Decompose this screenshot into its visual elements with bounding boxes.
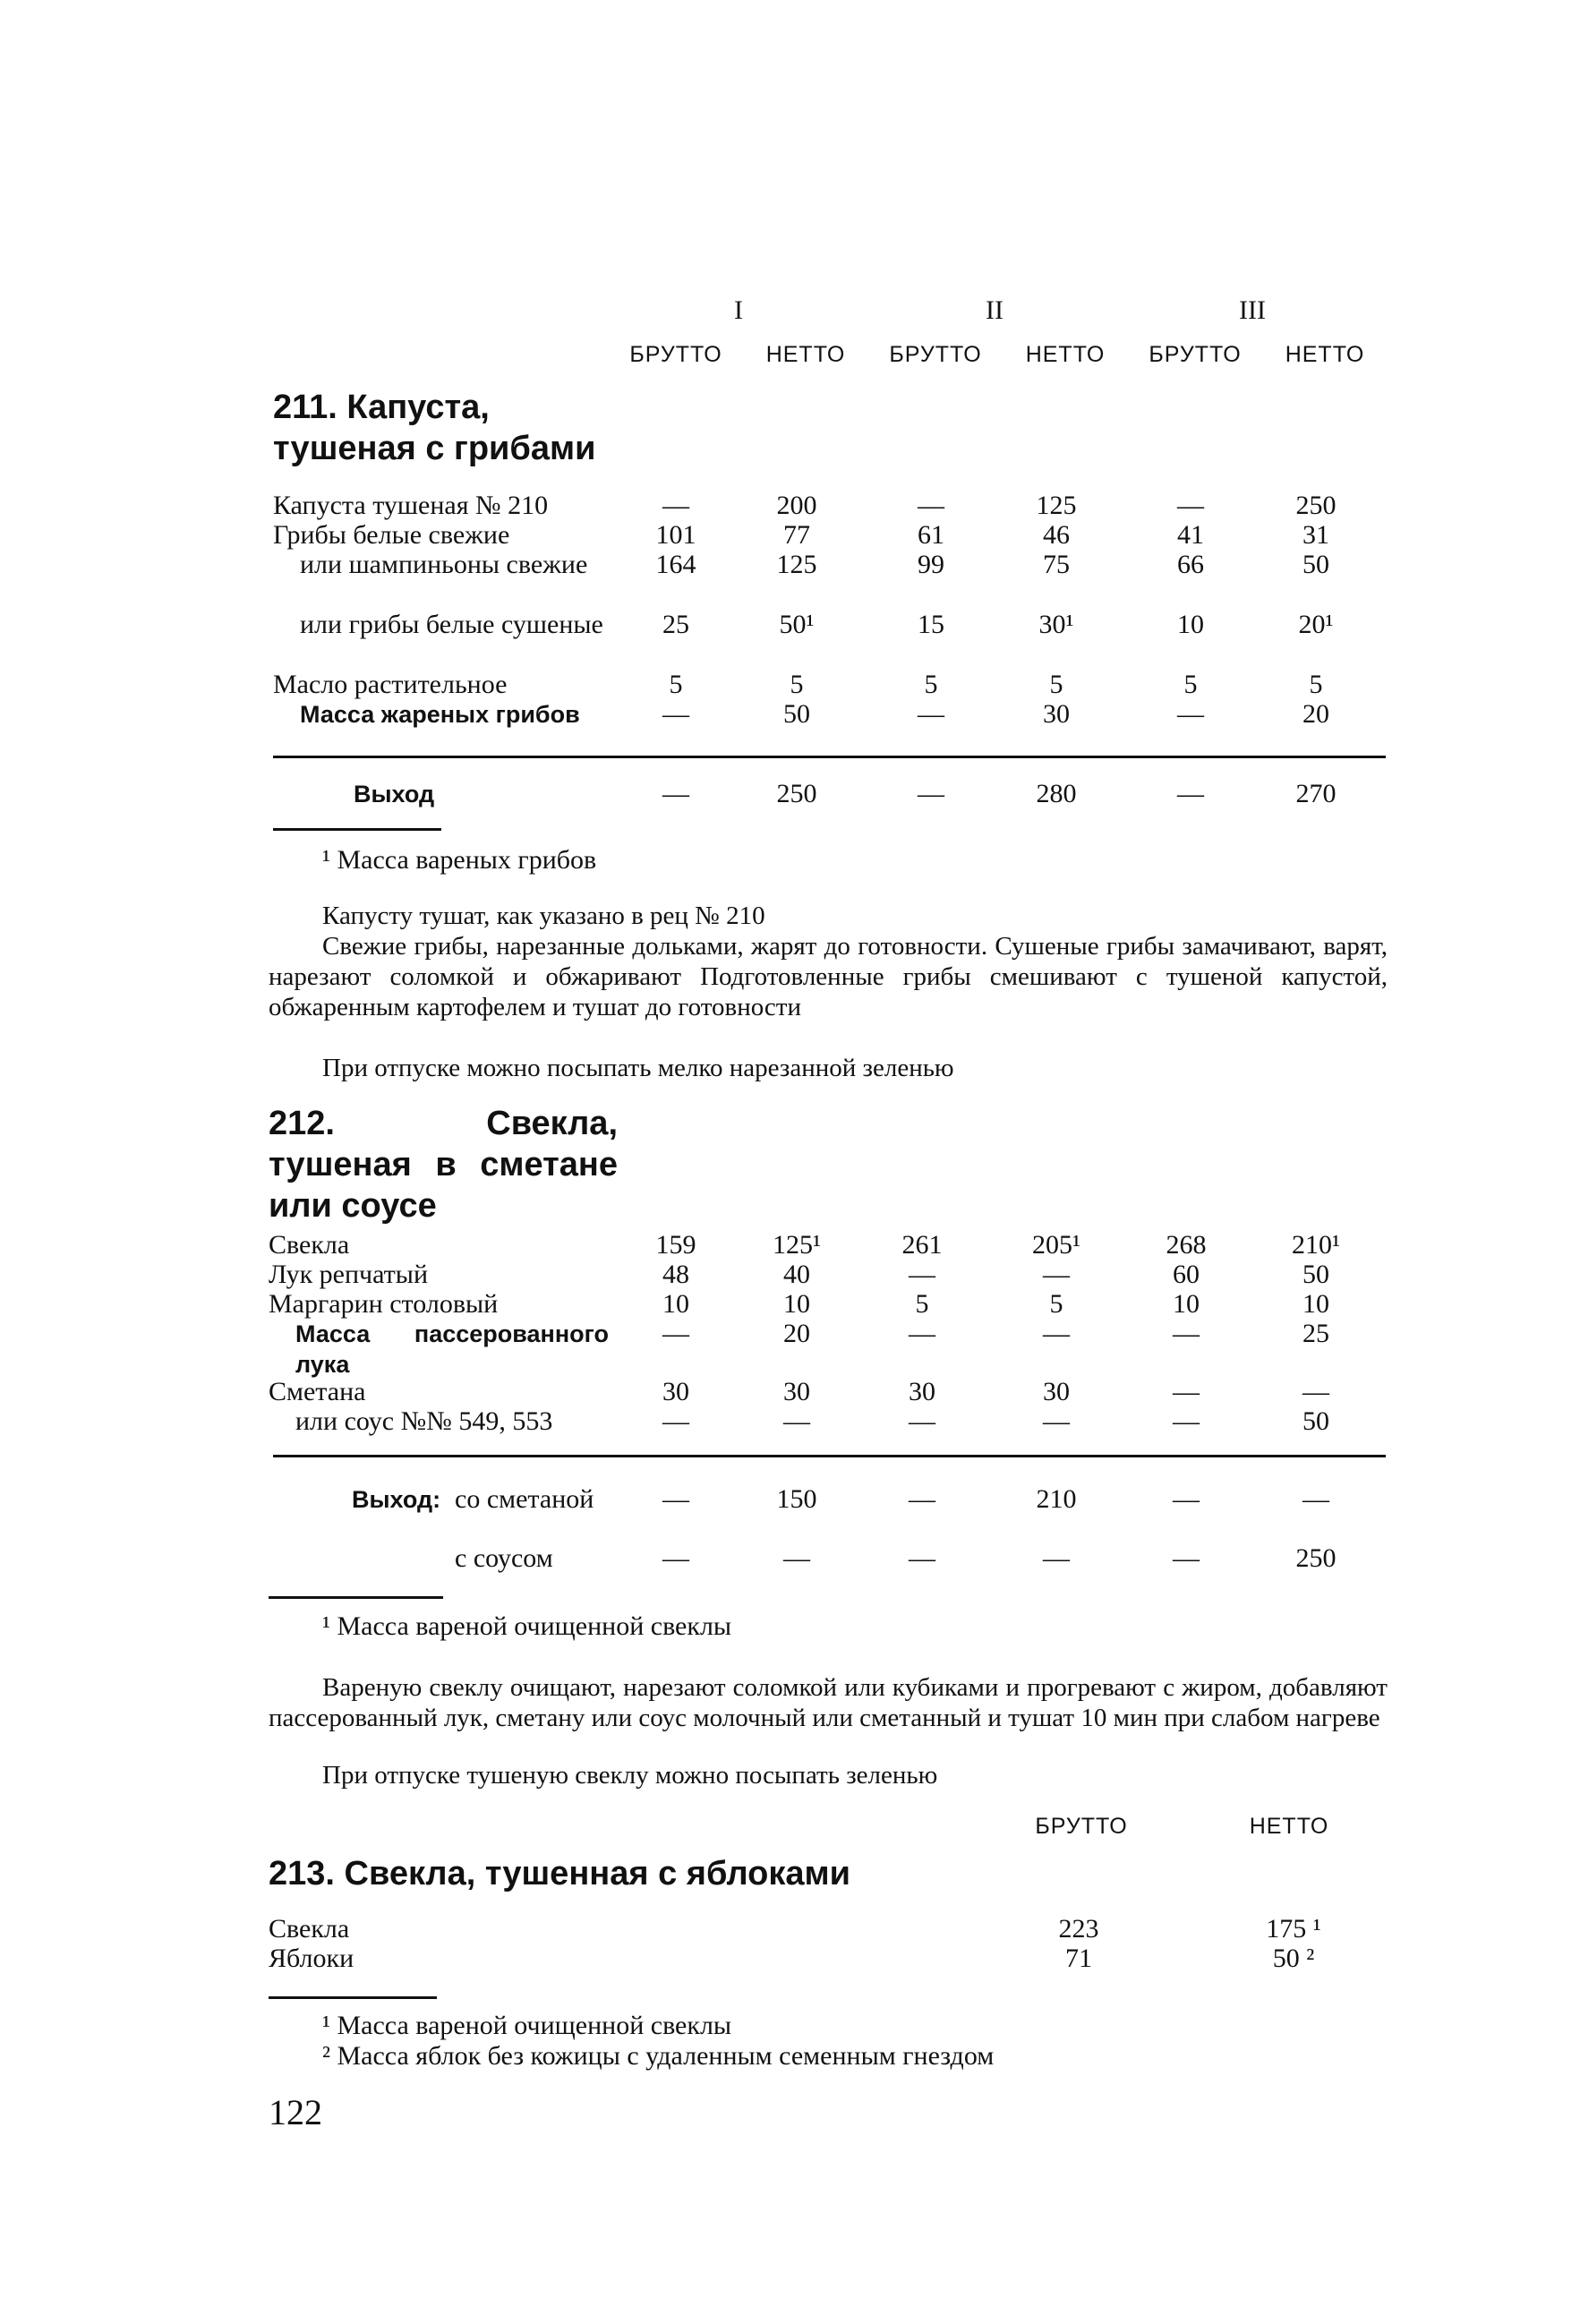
table-cell: — [909, 1543, 935, 1573]
col-label-3: БРУТТО [889, 342, 982, 367]
table-cell: 268 [1166, 1230, 1207, 1260]
table-cell: — [1177, 491, 1204, 520]
table-cell: 250 [1295, 491, 1337, 520]
ingredient-label: Сметана [269, 1377, 366, 1406]
table-cell: 61 [918, 520, 944, 550]
table-cell: — [909, 1406, 935, 1436]
footnote: ¹ Масса вареной очищенной свеклы [322, 2011, 732, 2040]
table-cell: 101 [655, 520, 696, 550]
table-cell: 175 ¹ [1266, 1914, 1321, 1944]
ingredient-label: Масса пассерованного лука [295, 1320, 609, 1378]
table-cell: 50¹ [779, 610, 815, 639]
yield-label: Выход [354, 781, 435, 807]
table-cell: — [662, 1543, 689, 1573]
recipe-213-title: 213. Свекла, тушенная с яблоками [269, 1855, 850, 1893]
table-cell: 66 [1177, 550, 1204, 579]
table-cell: — [662, 779, 689, 808]
table-cell: 5 [790, 670, 804, 699]
col-label-netto: НЕТТО [1249, 1814, 1329, 1839]
table-cell: — [1173, 1319, 1200, 1348]
table-cell: — [1043, 1260, 1070, 1289]
col-label-2: НЕТТО [765, 342, 846, 367]
table-cell: 41 [1177, 520, 1204, 550]
table-cell: — [909, 1319, 935, 1348]
table-rule [273, 756, 1386, 758]
table-cell: 5 [1183, 670, 1198, 699]
table-cell: — [783, 1406, 810, 1436]
table-cell: 5 [1049, 1289, 1063, 1319]
method-paragraph: При отпуске тушеную свеклу можно посыпать зеленью [322, 1761, 938, 1790]
ingredient-label: Грибы белые свежие [273, 520, 510, 550]
table-cell: 210 [1036, 1484, 1077, 1514]
page-number: 122 [269, 2092, 322, 2132]
column-group-1: I [734, 295, 743, 325]
table-cell: — [783, 1543, 810, 1573]
col-label-5: БРУТТО [1149, 342, 1242, 367]
table-cell: 5 [1049, 670, 1063, 699]
table-cell: 280 [1036, 779, 1077, 808]
ingredient-label: Лук репчатый [269, 1260, 428, 1289]
table-cell: — [1173, 1406, 1200, 1436]
footnote-rule [273, 828, 441, 831]
ingredient-label: Капуста тушеная № 210 [273, 491, 549, 520]
table-cell: 159 [655, 1230, 696, 1260]
ingredient-label: Масса жареных грибов [300, 701, 580, 728]
table-cell: 31 [1302, 520, 1329, 550]
table-cell: — [918, 491, 944, 520]
table-cell: 50 [1302, 1260, 1329, 1289]
table-cell: 20¹ [1298, 610, 1334, 639]
recipe-212-title: 212. Свекла, тушеная в сметане или соусе [269, 1105, 618, 1225]
table-cell: 20 [1302, 699, 1329, 729]
table-cell: 164 [655, 550, 696, 579]
table-cell: 223 [1058, 1914, 1099, 1944]
table-cell: 48 [662, 1260, 689, 1289]
column-group-3: III [1239, 295, 1266, 325]
footnote-rule [269, 1596, 443, 1599]
table-cell: — [662, 1406, 689, 1436]
table-rule [273, 1455, 1386, 1457]
method-paragraph: Свежие грибы, нарезанные дольками, жарят до готовности. Сушеные грибы замачивают, варят, нарезают соломкой и обжаривают Подготовленные грибы смешивают с тушеной капустой, обжаренным картофелем и тушат до готовности [269, 932, 1388, 1021]
table-cell: 10 [1173, 1289, 1200, 1319]
footnote: ² Масса яблок без кожицы с удаленным семенным гнездом [322, 2041, 995, 2071]
table-cell: 125¹ [773, 1230, 821, 1260]
column-group-2: II [986, 295, 1004, 325]
ingredient-label: или грибы белые сушеные [300, 610, 603, 639]
table-cell: — [1177, 779, 1204, 808]
table-cell: — [1173, 1484, 1200, 1514]
table-cell: 10 [783, 1289, 810, 1319]
yield-variant-label: со сметаной [455, 1484, 594, 1514]
table-cell: 270 [1295, 779, 1337, 808]
table-cell: 5 [669, 670, 683, 699]
table-cell: 5 [1309, 670, 1323, 699]
table-cell: 5 [915, 1289, 929, 1319]
table-cell: 46 [1043, 520, 1070, 550]
table-cell: 50 [1302, 1406, 1329, 1436]
table-cell: 99 [918, 550, 944, 579]
table-cell: 10 [1302, 1289, 1329, 1319]
table-cell: — [1043, 1319, 1070, 1348]
table-cell: — [918, 779, 944, 808]
table-cell: 261 [901, 1230, 943, 1260]
table-cell: 30 [662, 1377, 689, 1406]
footnote: ¹ Масса вареной очищенной свеклы [322, 1611, 732, 1641]
table-cell: — [1173, 1377, 1200, 1406]
table-cell: 205¹ [1032, 1230, 1080, 1260]
table-cell: — [1302, 1377, 1329, 1406]
method-paragraph: Капусту тушат, как указано в рец № 210 [322, 901, 765, 930]
yield-label: Выход: [352, 1486, 441, 1513]
ingredient-label: или соус №№ 549, 553 [295, 1406, 553, 1436]
table-cell: — [1177, 699, 1204, 729]
table-cell: 50 [783, 699, 810, 729]
table-cell: 30 [1043, 699, 1070, 729]
table-cell: 71 [1065, 1944, 1092, 1973]
ingredient-label: Свекла [269, 1230, 350, 1260]
table-cell: 40 [783, 1260, 810, 1289]
footnote-rule [269, 1996, 437, 1999]
table-cell: 5 [924, 670, 938, 699]
table-cell: 15 [918, 610, 944, 639]
recipe-211-title: 211. Капуста, тушеная с грибами [273, 389, 596, 467]
col-label-4: НЕТТО [1025, 342, 1106, 367]
table-cell: 10 [1177, 610, 1204, 639]
col-label-1: БРУТТО [629, 342, 722, 367]
table-cell: — [662, 491, 689, 520]
table-cell: 30 [1043, 1377, 1070, 1406]
table-cell: 25 [662, 610, 689, 639]
table-cell: 25 [1302, 1319, 1329, 1348]
method-paragraph: Вареную свеклу очищают, нарезают соломкой или кубиками и прогревают с жиром, добавляют пассерованный лук, сметану или соус молочный или сметанный и тушат 10 мин при слабом нагреве [269, 1673, 1388, 1732]
table-cell: — [662, 699, 689, 729]
table-cell: — [909, 1260, 935, 1289]
ingredient-label: или шампиньоны свежие [300, 550, 588, 579]
table-cell: 210¹ [1292, 1230, 1340, 1260]
col-label-6: НЕТТО [1285, 342, 1365, 367]
table-cell: — [918, 699, 944, 729]
yield-variant-label: с соусом [455, 1543, 553, 1573]
table-cell: 150 [776, 1484, 817, 1514]
table-cell: 250 [776, 779, 817, 808]
table-cell: 200 [776, 491, 817, 520]
table-cell: 10 [662, 1289, 689, 1319]
method-paragraph: При отпуске можно посыпать мелко нарезанной зеленью [322, 1054, 954, 1082]
table-cell: — [1173, 1543, 1200, 1573]
table-cell: 60 [1173, 1260, 1200, 1289]
ingredient-label: Яблоки [269, 1944, 354, 1973]
table-cell: 30¹ [1038, 610, 1074, 639]
ingredient-label: Маргарин столовый [269, 1289, 499, 1319]
col-label-brutto: БРУТТО [1035, 1814, 1128, 1839]
table-cell: — [1043, 1406, 1070, 1436]
table-cell: 50 [1302, 550, 1329, 579]
table-cell: — [1302, 1484, 1329, 1514]
footnote: ¹ Масса вареных грибов [322, 845, 597, 875]
table-cell: 30 [909, 1377, 935, 1406]
table-cell: 20 [783, 1319, 810, 1348]
ingredient-label: Масло растительное [273, 670, 508, 699]
table-cell: — [1043, 1543, 1070, 1573]
table-cell: 250 [1295, 1543, 1337, 1573]
table-cell: — [909, 1484, 935, 1514]
table-cell: 77 [783, 520, 810, 550]
table-cell: — [662, 1484, 689, 1514]
table-cell: 125 [776, 550, 817, 579]
table-cell: 75 [1043, 550, 1070, 579]
table-cell: 125 [1036, 491, 1077, 520]
table-cell: 30 [783, 1377, 810, 1406]
ingredient-label: Свекла [269, 1914, 350, 1944]
table-cell: — [662, 1319, 689, 1348]
table-cell: 50 ² [1272, 1944, 1315, 1973]
